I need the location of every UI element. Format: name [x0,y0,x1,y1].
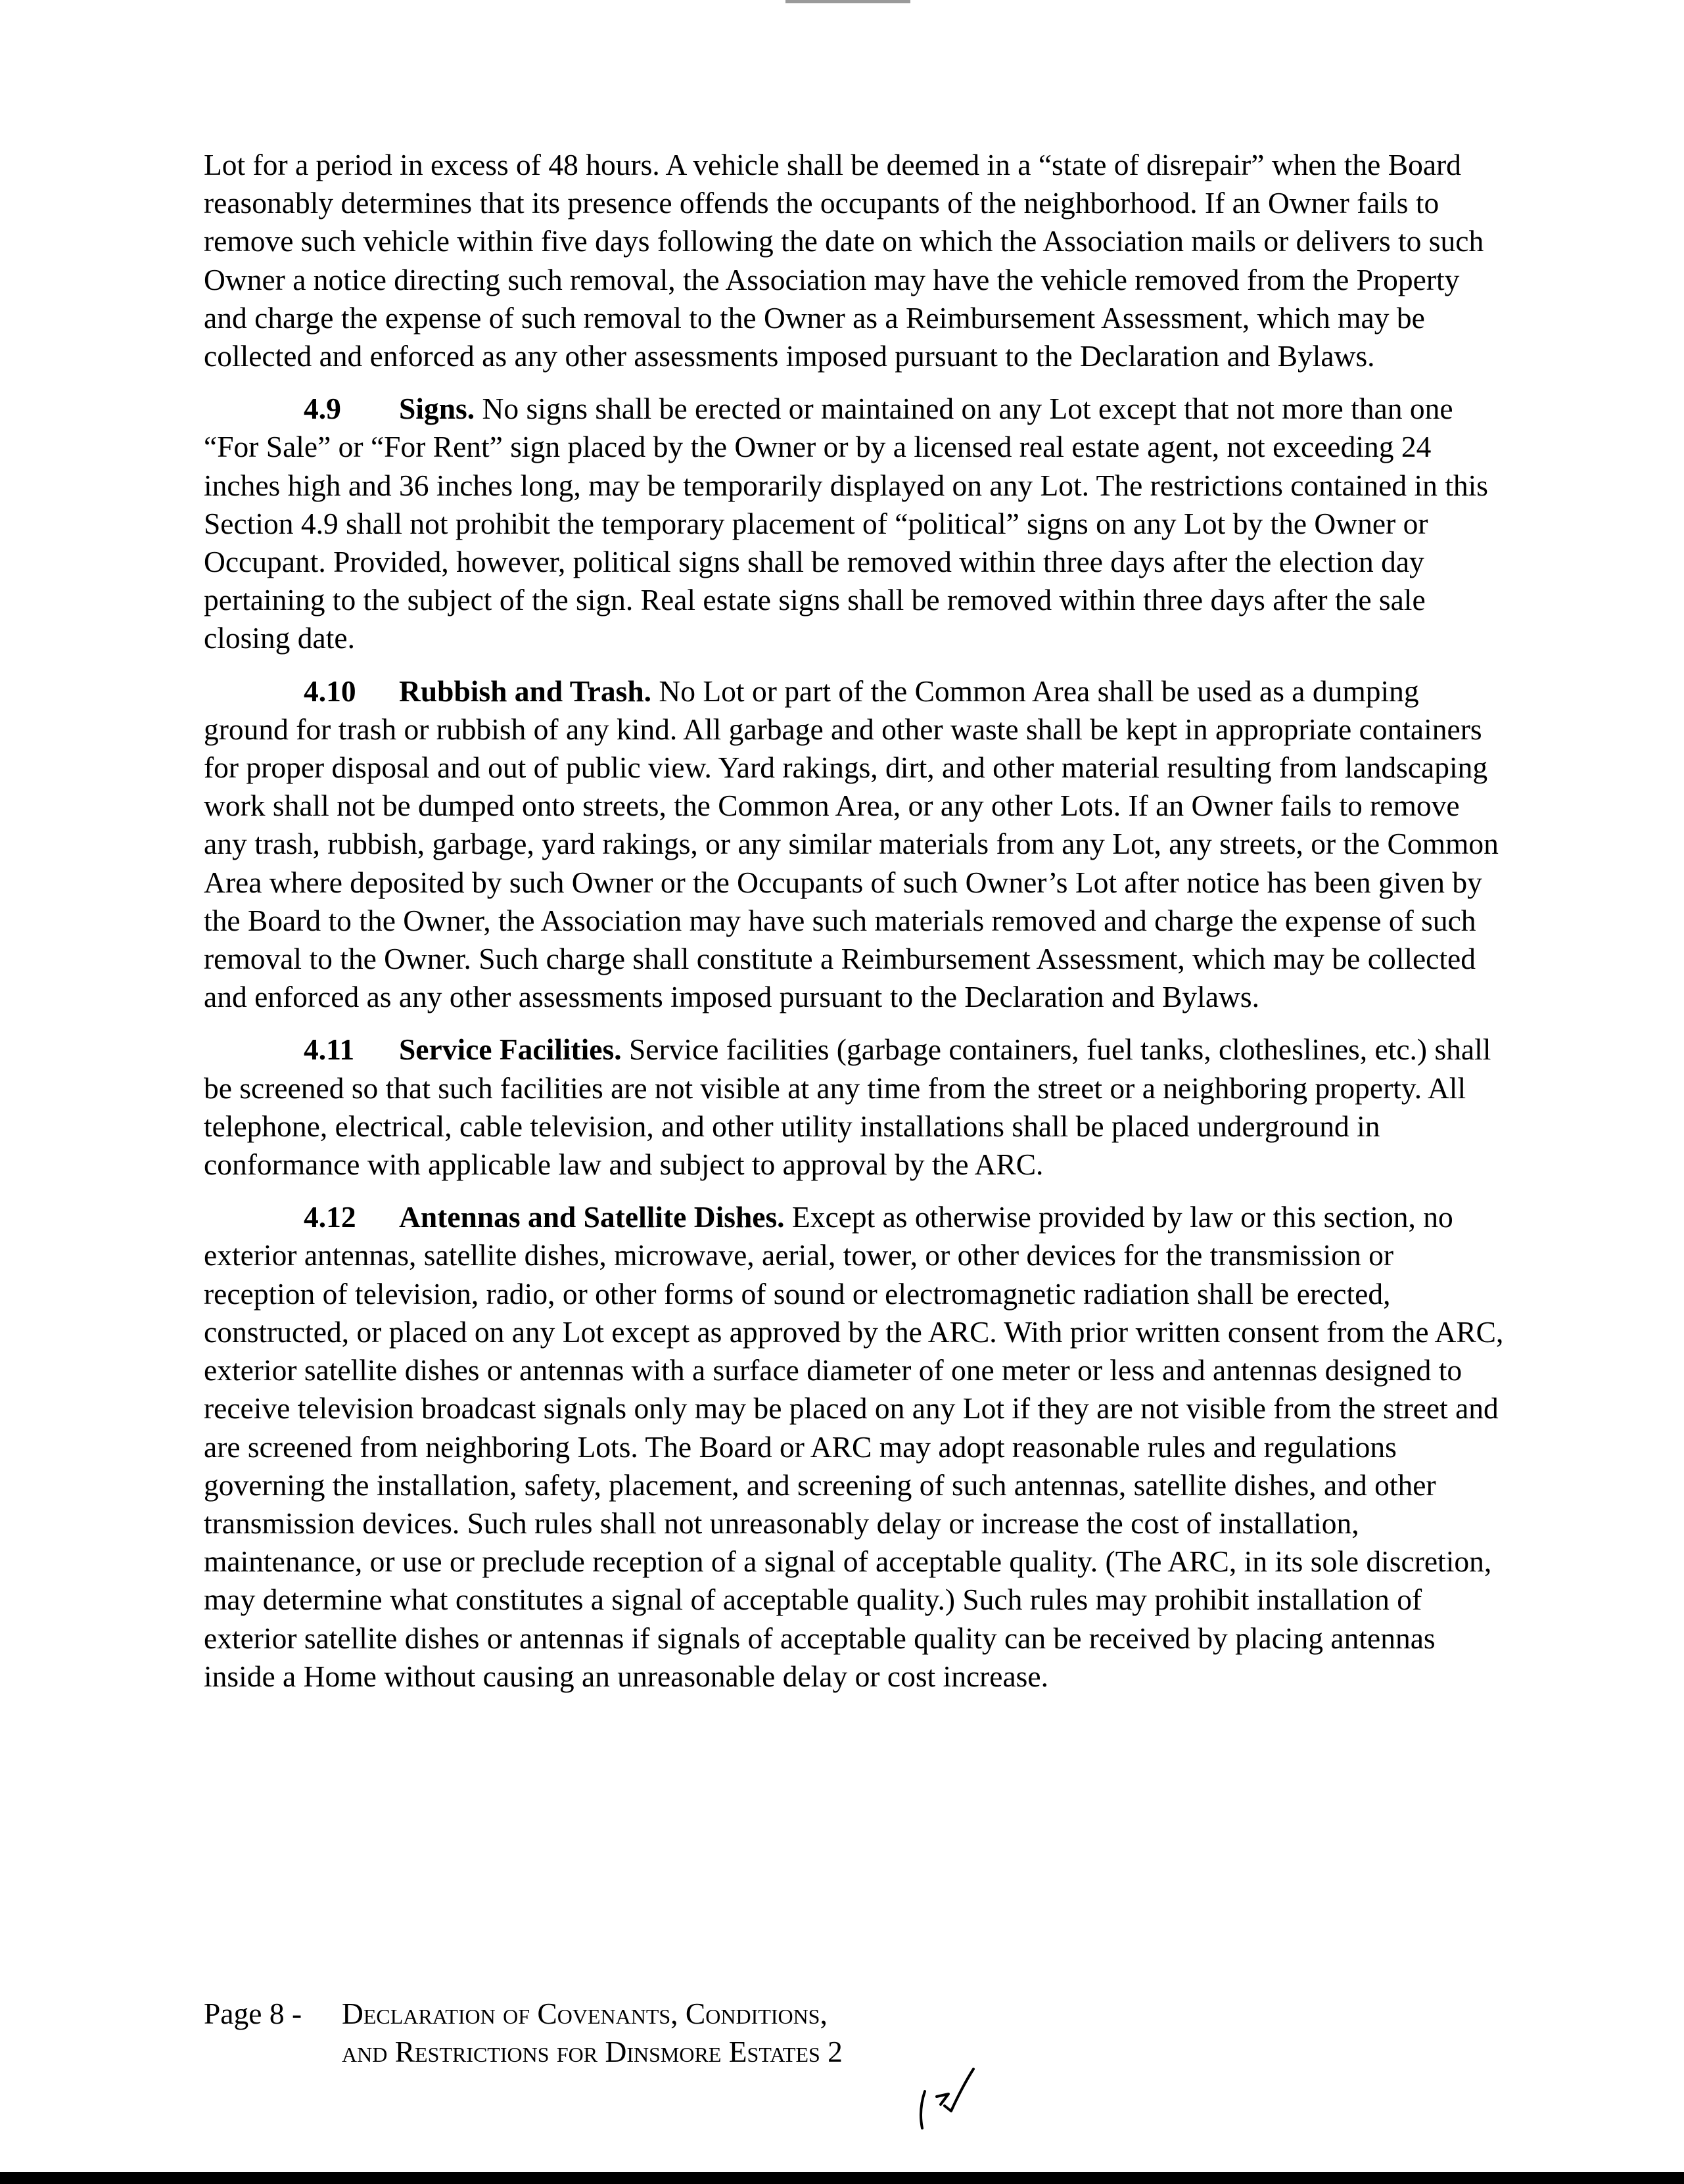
section-title: Antennas and Satellite Dishes. [399,1200,785,1234]
handwritten-stroke-3 [945,2069,973,2111]
section-4-11 [204,1031,1505,1184]
scan-bottom-border [0,2172,1684,2184]
footer-title-line-2: and Restrictions for Dinsmore Estates 2 [342,2035,843,2068]
handwritten-stroke-2 [937,2094,948,2104]
section-4-12 [204,1198,1505,1696]
footer-title-line-1: Declaration of Covenants, Conditions, [342,1997,828,2030]
section-title: Service Facilities. [399,1033,622,1067]
section-body: No signs shall be erected or maintained on any Lot except that not more than one “For Sale” or “For Rent” sign placed by the Owner or by a licensed real estate agent, not exceeding 24 inches high and 36 inches long, may be temporarily displayed on any Lot. The restrictions contained in this Section 4.9 shall not prohibit the temporary placement of “political” signs on any Lot by the Owner or Occupant. Provided, however, political signs shall be removed within three days after the election day pertaining to the subject of the sign. Real estate signs shall be removed within three days after the sale closing date. [204,392,1488,655]
section-body: Except as otherwise provided by law or this section, no exterior antennas, satellite dishes, microwave, aerial, tower, or other devices for the transmission or reception of television, radio, or other forms of sound or electromagnetic radiation shall be erected, constructed, or placed on any Lot except as approved by the ARC. With prior written consent from the ARC, exterior satellite dishes or antennas with a surface diameter of one meter or less and antennas designed to receive television broadcast signals only may be placed on any Lot if they are not visible from the street and are screened from neighboring Lots. The Board or ARC may adopt reasonable rules and regulations governing the installation, safety, placement, and screening of such antennas, satellite dishes, and other transmission devices. Such rules shall not unreasonably delay or increase the cost of installation, maintenance, or use or preclude reception of a signal of acceptable quality. (The ARC, in its sole discretion, may determine what constitutes a signal of acceptable quality.) Such rules may prohibit installation of exterior satellite dishes or antennas if signals of acceptable quality can be received by placing antennas inside a Home without causing an unreasonable delay or cost increase. [204,1200,1504,1693]
handwritten-stroke-1 [921,2091,925,2128]
section-4-9 [204,390,1505,657]
page-footer [204,1995,843,2071]
footer-page-label: Page 8 - [204,1997,302,2030]
section-title: Signs. [399,392,475,426]
section-number: 4.9 [304,392,341,426]
section-number: 4.11 [304,1033,355,1067]
section-number: 4.10 [304,674,356,708]
footer-line-2 [204,2033,843,2071]
section-4-10 [204,672,1505,1017]
scan-top-mark [785,0,910,3]
footer-line-1 [204,1995,843,2033]
section-title: Rubbish and Trash. [399,674,652,708]
section-number: 4.12 [304,1200,356,1234]
handwritten-page-number [910,2064,983,2136]
intro-paragraph: Lot for a period in excess of 48 hours. A vehicle shall be deemed in a “state of disrepair” when the Board reasonably determines that its presence offends the occupants of the neighborhood. If an Owner fails to remove such vehicle within five days following the date on which the Association mails or delivers to such Owner a notice directing such removal, the Association may have the vehicle removed from the Property and charge the expense of such removal to the Owner as a Reimbursement Assessment, which may be collected and enforced as any other assessments imposed pursuant to the Declaration and Bylaws. [204,148,1484,373]
section-body: Service facilities (garbage containers, fuel tanks, clotheslines, etc.) shall be screened so that such facilities are not visible at any time from the street or a neighboring property. All telephone, electrical, cable television, and other utility installations shall be placed underground in conformance with applicable law and subject to approval by the ARC. [204,1033,1491,1182]
document-body [204,146,1505,1710]
section-body: No Lot or part of the Common Area shall be used as a dumping ground for trash or rubbish of any kind. All garbage and other waste shall be kept in appropriate containers for proper disposal and out of public view. Yard rakings, dirt, and other material resulting from landscaping work shall not be dumped onto streets, the Common Area, or any other Lots. If an Owner fails to remove any trash, rubbish, garbage, yard rakings, or any similar materials from any Lot, any streets, or the Common Area where deposited by such Owner or the Occupants of such Owner’s Lot after notice has been given by the Board to the Owner, the Association may have such materials removed and charge the expense of such removal to the Owner. Such charge shall constitute a Reimbursement Assessment, which may be collected and enforced as any other assessments imposed pursuant to the Declaration and Bylaws. [204,674,1499,1014]
